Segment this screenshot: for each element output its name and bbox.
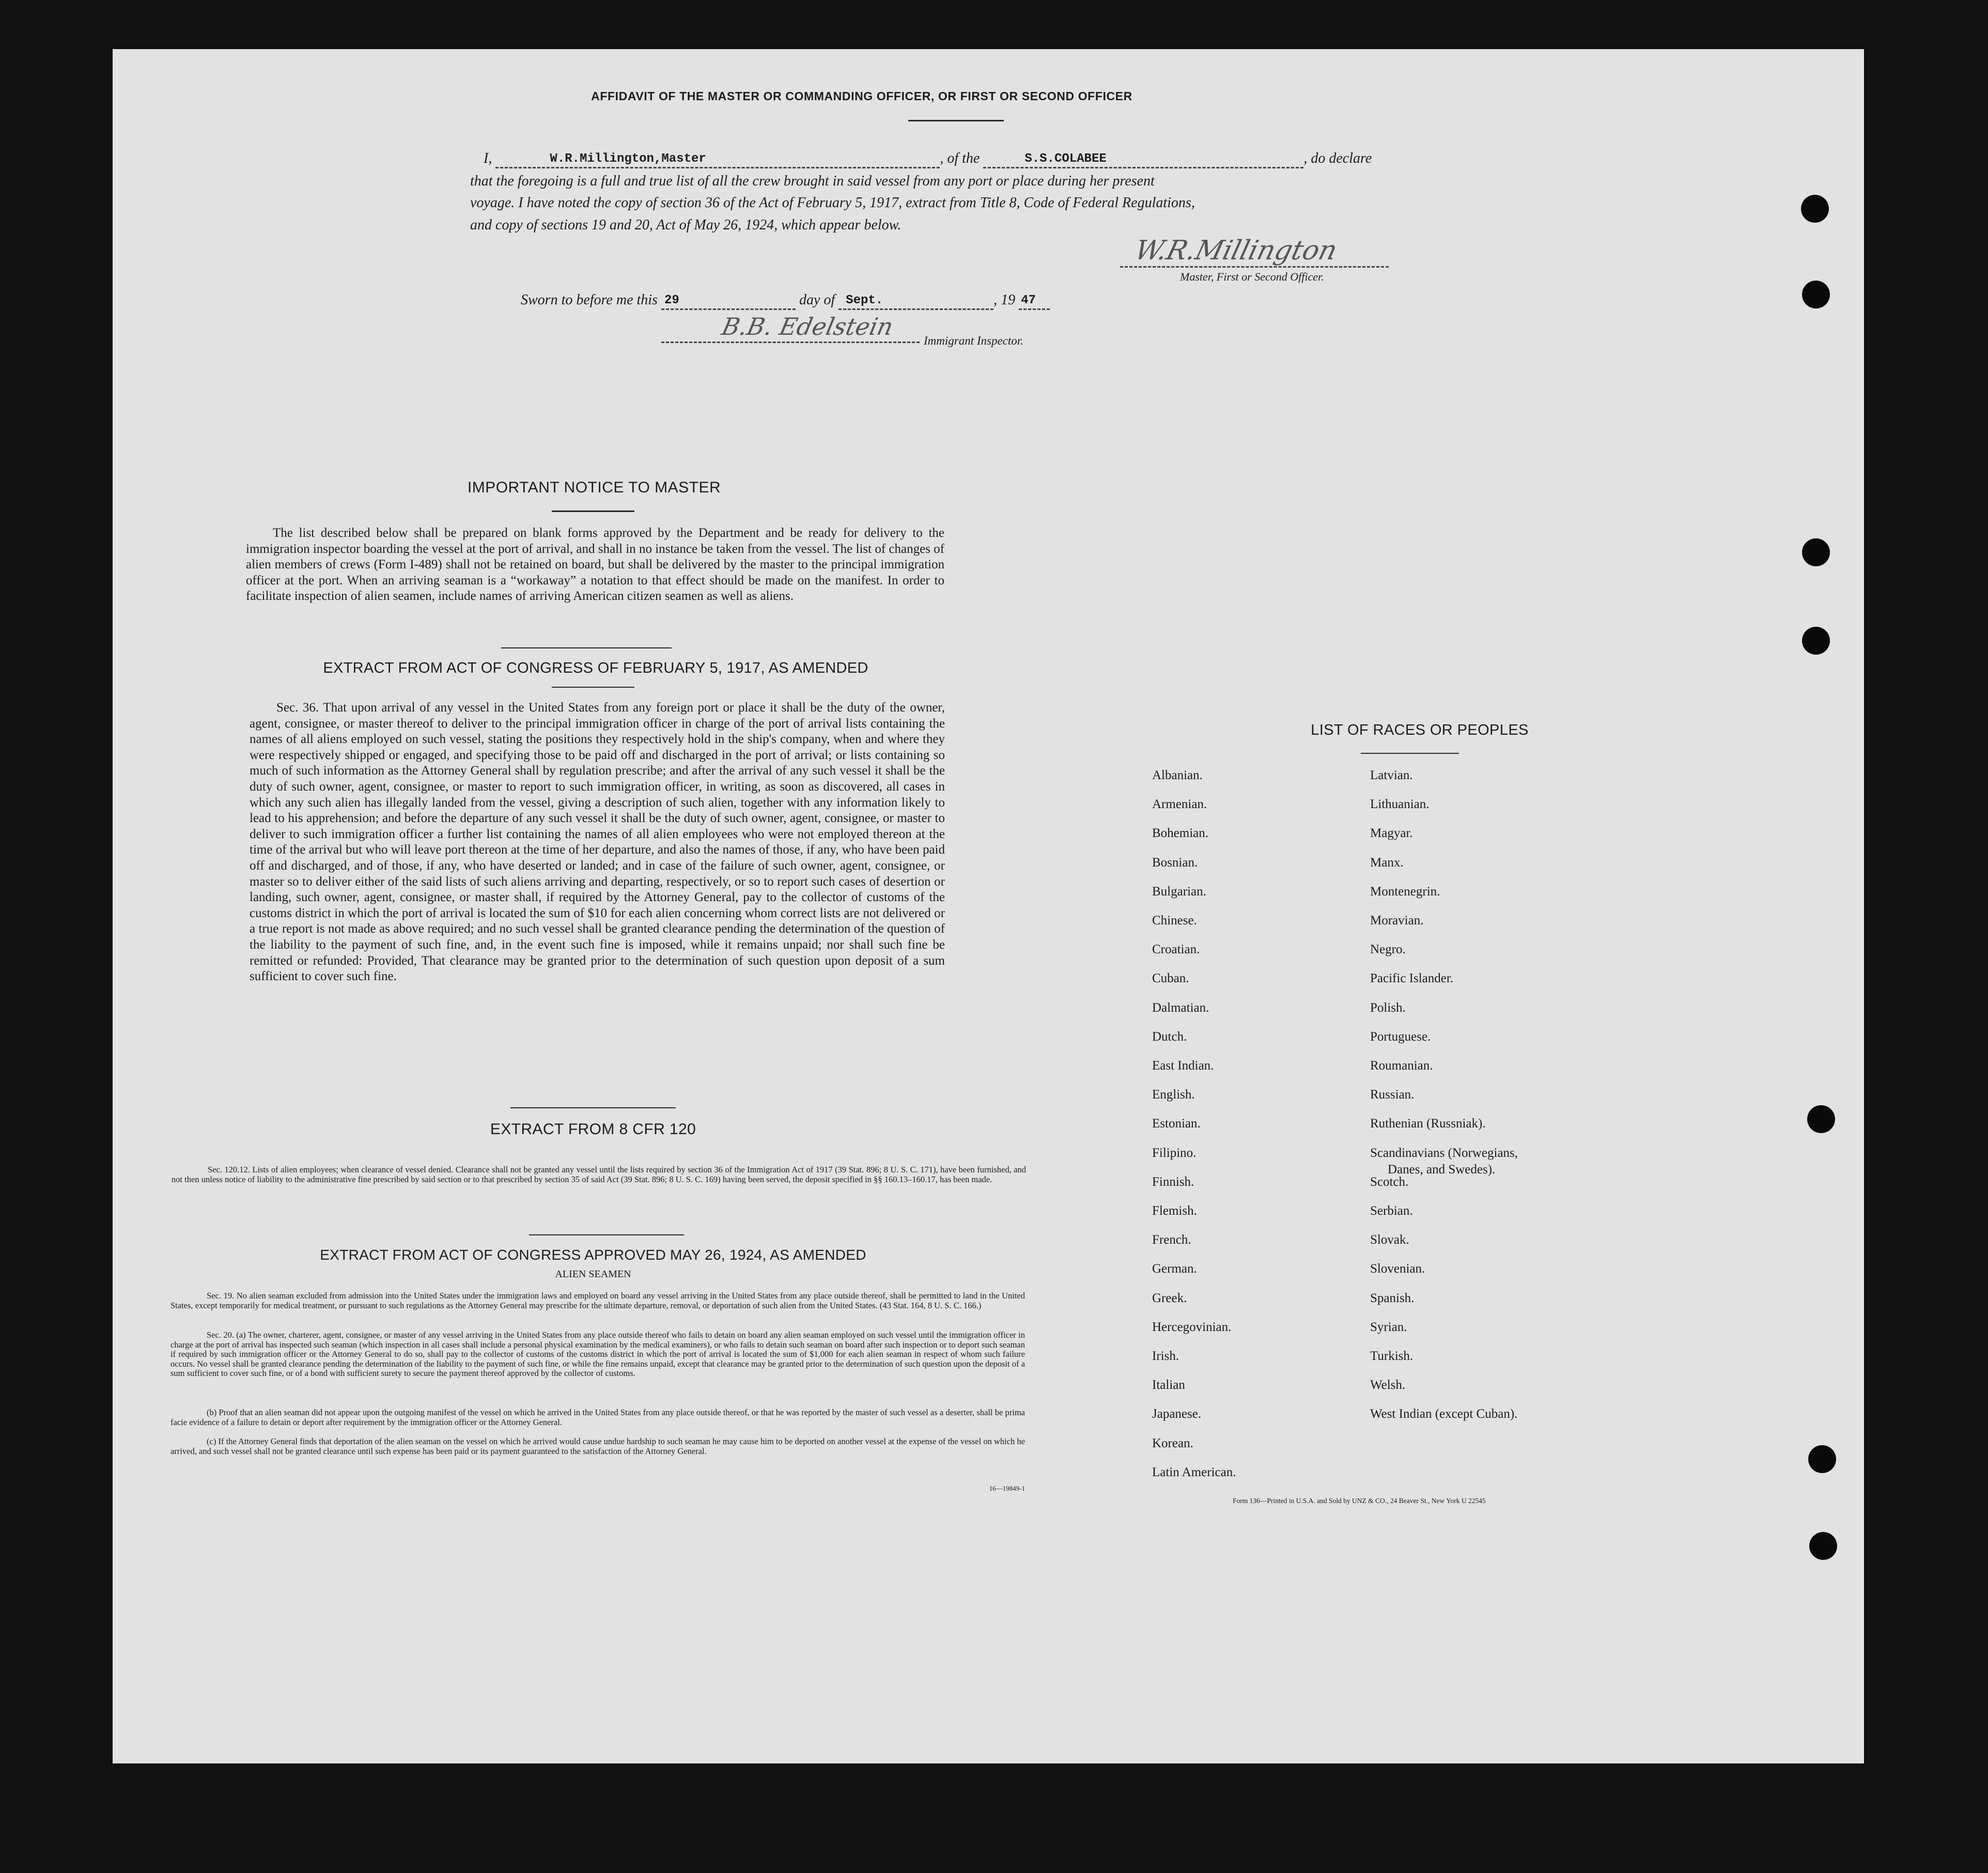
race-item: Pacific Islander. — [1370, 971, 1454, 986]
race-item: Danes, and Swedes). — [1388, 1162, 1496, 1177]
race-item: Korean. — [1152, 1436, 1193, 1450]
binder-hole — [1807, 1105, 1835, 1133]
do-declare-label: , do declare — [1303, 150, 1372, 166]
race-item: Albanian. — [1152, 768, 1203, 782]
race-item: Latvian. — [1370, 768, 1413, 782]
inspector-signature-line — [661, 342, 920, 343]
extract1917-divider — [552, 687, 634, 688]
inspector-caption: Immigrant Inspector. — [924, 334, 1023, 347]
extract1917-end-divider — [510, 1107, 676, 1108]
affidavit-title: AFFIDAVIT OF THE MASTER OR COMMANDING OFFICER, OR FIRST OR SECOND OFFICER — [591, 89, 1132, 103]
year-prefix: , 19 — [993, 292, 1016, 308]
notice-end-divider — [501, 647, 672, 648]
race-item: Estonian. — [1152, 1117, 1201, 1131]
race-item: Dutch. — [1152, 1029, 1187, 1044]
race-item: Bulgarian. — [1152, 884, 1206, 899]
race-item: Magyar. — [1370, 826, 1413, 841]
affidavit-line3: voyage. I have noted the copy of section 36 of the Act of February 5, 1917, extract from Title 8, Code of Federal Regulations, — [470, 195, 1195, 211]
master-caption: Master, First or Second Officer. — [1180, 270, 1324, 283]
race-item: Cuban. — [1152, 971, 1189, 986]
race-item: Manx. — [1370, 855, 1404, 870]
affidavit-line4: and copy of sections 19 and 20, Act of May 26, 1924, which appear below. — [470, 217, 902, 233]
race-item: Croatian. — [1152, 942, 1200, 957]
master-signature-line — [1120, 266, 1389, 268]
race-item: Polish. — [1370, 1000, 1406, 1015]
extract1924-subtitle: ALIEN SEAMEN — [555, 1268, 631, 1280]
notice-title: IMPORTANT NOTICE TO MASTER — [467, 479, 721, 496]
race-item: Hercegovinian. — [1152, 1320, 1232, 1334]
extract1924-sec20c: (c) If the Attorney General finds that deportation of the alien seaman on the vessel on which he arrived would cause undue hardship to such seaman he may cause him to be deported on another vessel at the expense of the vessel on which he arrived, and such vessel shall not be granted clearance until such expense has been paid or its payment guaranteed to the satisfaction of the Attorney General. — [170, 1436, 1025, 1456]
race-item: Negro. — [1370, 942, 1406, 957]
of-the-label: , of the — [940, 150, 980, 166]
race-item: Italian — [1152, 1378, 1185, 1392]
vessel-value: S.S.COLABEE — [1024, 152, 1107, 166]
race-item: English. — [1152, 1088, 1195, 1102]
race-item: Serbian. — [1370, 1204, 1413, 1218]
race-item: West Indian (except Cuban). — [1370, 1407, 1518, 1421]
sworn-line — [521, 292, 1050, 310]
race-item: Welsh. — [1370, 1378, 1406, 1392]
year-field — [1019, 292, 1050, 310]
master-name-field — [495, 150, 940, 168]
race-item: Finnish. — [1152, 1174, 1194, 1189]
master-name-value: W.R.Millington,Master — [550, 152, 706, 166]
race-item: Montenegrin. — [1370, 884, 1440, 899]
extract1924-sec20a: Sec. 20. (a) The owner, charterer, agent, consignee, or master of any vessel arriving in the United States from any place outside thereof who fails to detain on board any alien seaman employed on such vessel until the immigration officer in charge at the port of arrival has inspected such seaman (which inspection in all cases shall include a personal physical examination by the medical examiners), or who fails to detain such seaman on board after such inspection or to deport such seaman if required by such immigration officer or the Attorney General to do so, shall pay to the collector of customs of the customs district in which the port of arrival is located the sum of $1,000 for each alien seaman in respect of whom such failure occurs. No vessel shall be granted clearance pending the determination of the liability to the payment of such fine, or while the fine remains unpaid, except that clearance may be granted prior to the determination of such question upon the deposit of a sum sufficient to cover such fine, or of a bond with sufficient surety to secure the payment thereof approved by the collector of customs. — [170, 1330, 1025, 1378]
i-label: I, — [484, 150, 492, 166]
month-field — [838, 292, 993, 310]
day-of-label: day of — [799, 292, 835, 308]
binder-hole — [1809, 1532, 1837, 1560]
race-item: Portuguese. — [1370, 1029, 1431, 1044]
sworn-label: Sworn to before me this — [521, 292, 658, 308]
affidavit-line2: that the foregoing is a full and true list of all the crew brought in said vessel from any port or place during her present — [470, 173, 1155, 189]
month-value: Sept. — [846, 293, 883, 307]
race-item: Slovak. — [1370, 1233, 1409, 1247]
race-item: Slovenian. — [1370, 1262, 1425, 1276]
extractcfr-title: EXTRACT FROM 8 CFR 120 — [490, 1121, 696, 1138]
vessel-field — [983, 150, 1303, 168]
affidavit-line1 — [484, 150, 1558, 168]
race-item: Ruthenian (Russniak). — [1370, 1117, 1486, 1131]
race-item: Russian. — [1370, 1088, 1415, 1102]
race-item: Bosnian. — [1152, 855, 1198, 870]
race-item: Latin American. — [1152, 1465, 1236, 1479]
race-item: Bohemian. — [1152, 826, 1209, 841]
race-item: Armenian. — [1152, 797, 1207, 812]
extract1924-title: EXTRACT FROM ACT OF CONGRESS APPROVED MAY 26, 1924, AS AMENDED — [320, 1247, 866, 1263]
day-field — [661, 292, 796, 310]
races-footer: Form 136—Printed in U.S.A. and Sold by UNZ & CO., 24 Beaver St., New York U 22545 — [1233, 1497, 1486, 1505]
races-divider — [1361, 753, 1459, 754]
binder-hole — [1808, 1445, 1836, 1473]
race-item: Lithuanian. — [1370, 797, 1430, 812]
race-item: Roumanian. — [1370, 1059, 1433, 1073]
race-item: Spanish. — [1370, 1291, 1415, 1305]
day-value: 29 — [664, 293, 679, 307]
extract1917-text: Sec. 36. That upon arrival of any vessel in the United States from any foreign port or place it shall be the duty of the owner, agent, consignee, or master thereof to deliver to the principal immigration officer in charge of the port of arrival lists containing the names of all aliens employed on such vessel, stating the positions they respectively hold in the ship's company, when and where they were respectively shipped or engaged, and specifying those to be paid off and discharged in the port of arrival; or lists containing so much of such information as the Attorney General shall by regulation prescribe; and after the arrival of any such vessel it shall be the duty of such owner, agent, consignee, or master to report to such immigration officer, in writing, as soon as discovered, all cases in which any such alien has illegally landed from the vessel, giving a description of such alien, together with any information likely to lead to his apprehension; and before the departure of any such vessel it shall be the duty of such owner, agent, consignee, or master to deliver to such immigration officer a further list containing the names of all alien employees who were not employed thereon at the time of the arrival but who will leave port thereon at the time of her departure, and also the names of those, if any, who have been paid off and discharged, and of those, if any, who have deserted or landed; and in case of the failure of such owner, agent, consignee, or master so to deliver either of the said lists of such aliens arriving and departing, respectively, or so to report such cases of desertion or landing, such owner, agent, consignee, or master shall, if required by the Attorney General, pay to the collector of customs of the customs district in which the port of arrival is located the sum of $10 for each alien concerning whom correct lists are not delivered or a true report is not made as above required; and no such vessel shall be granted clearance pending the determination of the question of the liability to the payment of such fine, and, in the event such fine is imposed, while it remains unpaid; nor shall such fine be remitted or refunded: Provided, That clearance may be granted prior to the determination of such question upon deposit of a sum sufficient to cover such fine. — [250, 701, 945, 984]
race-item: Scotch. — [1370, 1174, 1409, 1189]
race-item: German. — [1152, 1262, 1197, 1276]
race-item: Syrian. — [1370, 1320, 1407, 1334]
race-item: Japanese. — [1152, 1407, 1202, 1421]
inspector-signature: B.B. Edelstein — [719, 313, 896, 340]
race-item: Turkish. — [1370, 1349, 1414, 1363]
race-item: Moravian. — [1370, 914, 1424, 927]
binder-hole — [1802, 281, 1830, 308]
races-title: LIST OF RACES OR PEOPLES — [1311, 722, 1529, 738]
race-item: Dalmatian. — [1152, 1000, 1209, 1015]
form-code: 16—19849-1 — [989, 1484, 1025, 1492]
race-item: Scandinavians (Norwegians, — [1370, 1146, 1518, 1160]
race-item: East Indian. — [1152, 1059, 1214, 1073]
binder-hole — [1802, 627, 1830, 655]
extract1924-sec19: Sec. 19. No alien seaman excluded from admission into the United States under the immigration laws and employed on board any vessel arriving in the United States from any place outside thereof, shall be permitted to land in the United States, except temporarily for medical treatment, or pursuant to such regulations as the Attorney General may prescribe for the ultimate departure, removal, or deportation of such alien from the United States. (43 Stat. 164, 8 U. S. C. 166.) — [170, 1291, 1025, 1310]
race-item: Chinese. — [1152, 914, 1197, 927]
notice-divider — [552, 510, 634, 512]
document-page — [113, 49, 1864, 1763]
title-divider — [908, 120, 1004, 121]
extract1924-sec20b: (b) Proof that an alien seaman did not appear upon the outgoing manifest of the vessel on which he arrived in the United States from any place outside thereof, or that he was reported by the master of such vessel as a deserter, shall be prima facie evidence of a failure to detain or deport after requirement by the immigration officer or the Attorney General. — [170, 1407, 1025, 1427]
binder-hole — [1802, 538, 1830, 566]
extract1917-title: EXTRACT FROM ACT OF CONGRESS OF FEBRUARY 5, 1917, AS AMENDED — [323, 660, 868, 676]
binder-hole — [1801, 195, 1829, 223]
master-signature: W.R.Millington — [1131, 235, 1341, 266]
race-item: French. — [1152, 1233, 1191, 1247]
race-item: Irish. — [1152, 1349, 1179, 1363]
race-item: Flemish. — [1152, 1204, 1197, 1218]
year-value: 47 — [1021, 293, 1036, 307]
notice-text: The list described below shall be prepared on blank forms approved by the Department and be ready for delivery to the immigration inspector boarding the vessel at the port of arrival, and shall in no instance be taken from the vessel. The list of changes of alien members of crews (Form I-489) shall not be retained on board, but shall be delivered by the master to the principal immigration officer at the port. When an arriving seaman is a “workaway” a notation to that effect should be made on the manifest. In order to facilitate inspection of alien seamen, include names of arriving American citizen seamen as well as aliens. — [246, 526, 944, 603]
extractcfr-end-divider — [529, 1234, 684, 1235]
race-item: Greek. — [1152, 1291, 1187, 1305]
extractcfr-text: Sec. 120.12. Lists of alien employees; when clearance of vessel denied. Clearance shall not be granted any vessel until the lists required by section 36 of the Immigration Act of 1917 (39 Stat. 896; 8 U. S. C. 171), have been furnished, and not then unless notice of liability to the administrative fine prescribed by said section or to that prescribed by section 35 of said Act (39 Stat. 896; 8 U. S. C. 169) having been served, the deposit specified in §§ 160.13–160.17, has been made. — [172, 1165, 1026, 1184]
race-item: Filipino. — [1152, 1146, 1197, 1160]
